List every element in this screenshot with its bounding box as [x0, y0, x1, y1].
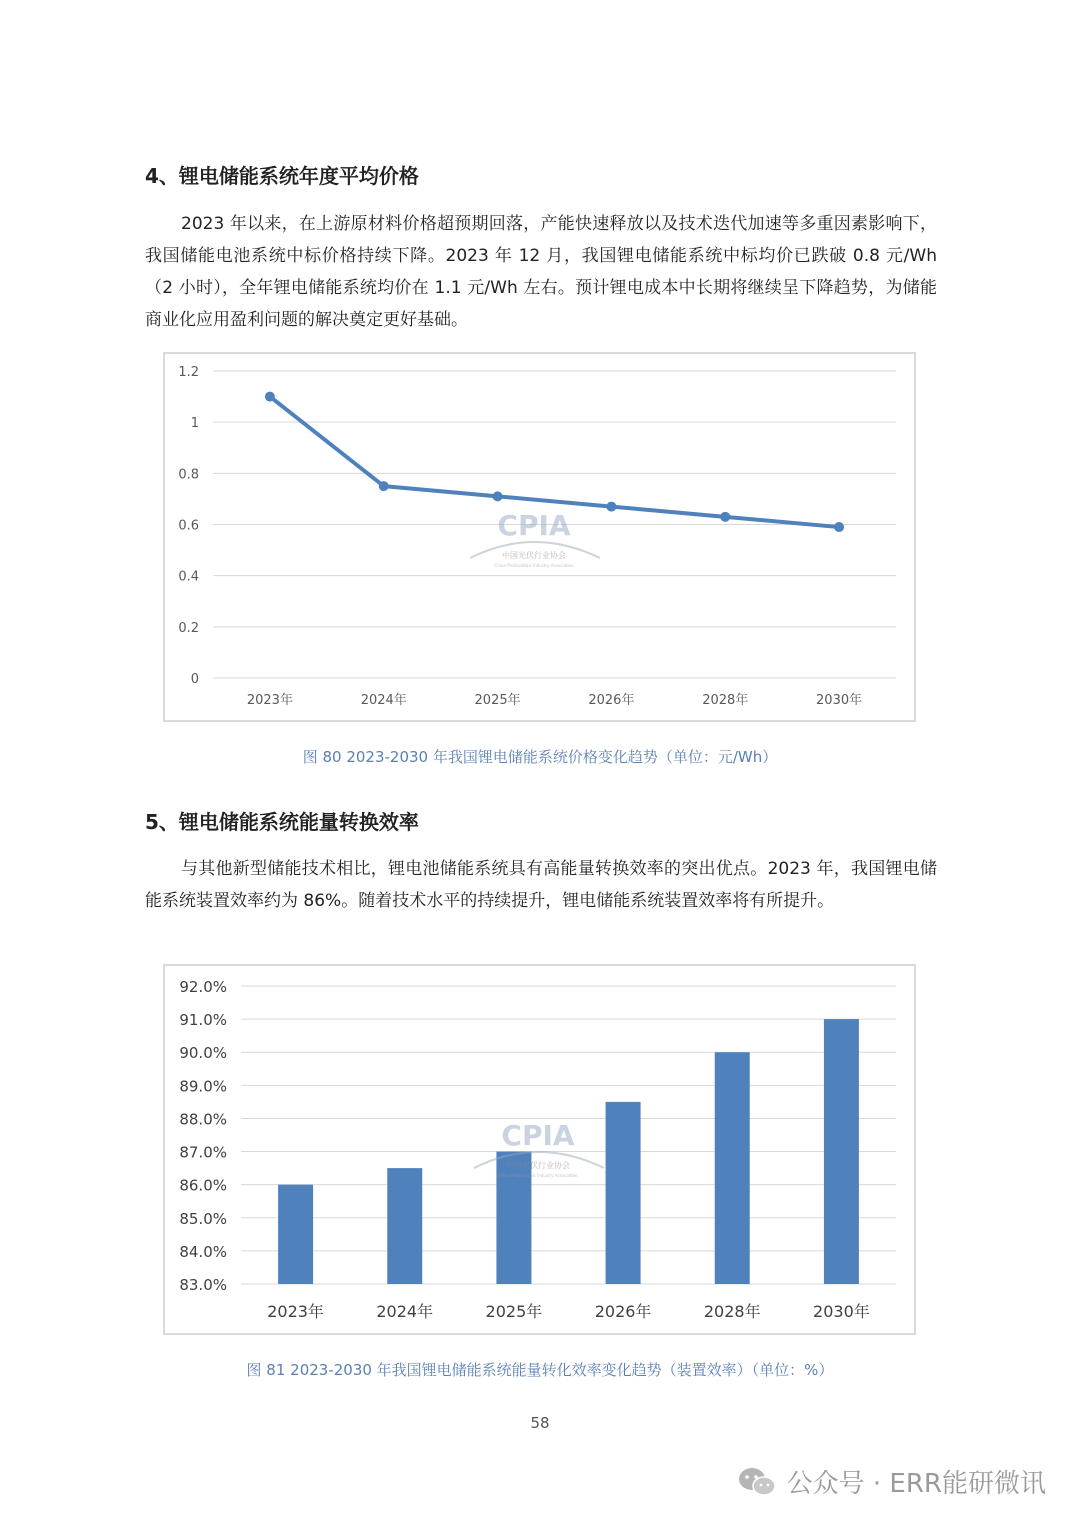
y-tick-label: 88.0%: [179, 1110, 227, 1129]
paragraph-efficiency: 与其他新型储能技术相比，锂电池储能系统具有高能量转换效率的突出优点。2023 年，我国锂电储能系统装置效率约为 86%。随着技术水平的持续提升，锂电储能系统装置效率将有所提升。: [145, 859, 937, 911]
watermark-logo: CPIA: [497, 509, 571, 542]
y-tick-label: 91.0%: [179, 1011, 227, 1030]
watermark-org-cn: 中国光伏行业协会: [506, 1161, 570, 1170]
bar: [606, 1102, 641, 1284]
x-tick-label: 2025年: [474, 693, 521, 708]
bar: [824, 1019, 859, 1284]
bar: [715, 1052, 750, 1284]
y-tick-label: 0.4: [178, 569, 199, 585]
price-line-chart-plot: [165, 354, 918, 724]
x-tick-label: 2025年: [485, 1302, 543, 1321]
watermark-org-en: China Photovoltaic Industry Association: [498, 1173, 578, 1178]
data-point: [834, 522, 844, 532]
y-tick-label: 90.0%: [179, 1044, 227, 1063]
data-point: [606, 502, 616, 512]
y-tick-label: 0.8: [178, 467, 199, 483]
data-point: [379, 481, 389, 491]
data-point: [265, 392, 275, 402]
figure-caption-80: 图 80 2023-2030 年我国锂电储能系统价格变化趋势（单位：元/Wh）: [302, 748, 778, 766]
efficiency-bar-chart-plot: [165, 966, 918, 1337]
series-line: [270, 397, 839, 527]
y-tick-label: 84.0%: [179, 1242, 227, 1261]
x-tick-label: 2030年: [816, 693, 863, 708]
figure-caption-81: 图 81 2023-2030 年我国锂电储能系统能量转化效率变化趋势（装置效率）（单位：%）: [246, 1361, 834, 1379]
y-tick-label: 89.0%: [179, 1077, 227, 1096]
footer-account: [737, 1463, 1046, 1500]
page-number: 58: [530, 1414, 550, 1432]
y-tick-label: 1: [190, 416, 199, 432]
x-tick-label: 2028年: [703, 1302, 761, 1321]
watermark-logo: CPIA: [501, 1119, 575, 1152]
section-heading-price: 4、锂电储能系统年度平均价格: [145, 164, 419, 188]
section-heading-efficiency: 5、锂电储能系统能量转换效率: [145, 810, 419, 834]
watermark-org-cn: 中国光伏行业协会: [502, 551, 566, 560]
x-tick-label: 2023年: [267, 1302, 324, 1321]
x-tick-label: 2028年: [702, 693, 749, 708]
x-tick-label: 2024年: [376, 1302, 434, 1321]
y-tick-label: 85.0%: [179, 1209, 227, 1228]
y-tick-label: 0.6: [178, 518, 199, 534]
y-tick-label: 0.2: [178, 620, 199, 636]
x-tick-label: 2026年: [588, 693, 635, 708]
price-line-chart: [163, 352, 916, 722]
y-tick-label: 0: [190, 672, 199, 687]
y-tick-label: 92.0%: [179, 978, 227, 996]
wechat-icon: [737, 1466, 777, 1498]
bar: [387, 1168, 422, 1284]
y-tick-label: 86.0%: [179, 1176, 227, 1195]
bar: [278, 1185, 313, 1284]
x-tick-label: 2030年: [813, 1302, 870, 1321]
x-tick-label: 2023年: [246, 693, 293, 708]
x-tick-label: 2026年: [594, 1302, 652, 1321]
paragraph-price: 2023 年以来，在上游原材料价格超预期回落，产能快速释放以及技术迭代加速等多重因素影响下，我国储能电池系统中标价格持续下降。2023 年 12 月，我国锂电储能系统中标均价已跌破 0.8 元/Wh（2 小时），全年锂电储能系统均价在 1.1 元/Wh 左右。预计锂电成本中长期将继续呈下降趋势，为储能商业化应用盈利问题的解决奠定更好基础。: [145, 214, 937, 330]
y-tick-label: 87.0%: [179, 1143, 227, 1162]
bar: [496, 1152, 531, 1284]
y-tick-label: 83.0%: [179, 1276, 227, 1294]
watermark-org-en: China Photovoltaic Industry Association: [494, 563, 574, 568]
footer-account-text: 公众号 · ERR能研微讯: [786, 1469, 1046, 1499]
data-point: [720, 512, 730, 522]
efficiency-bar-chart: [163, 964, 916, 1335]
x-tick-label: 2024年: [360, 693, 407, 708]
data-point: [493, 491, 503, 501]
y-tick-label: 1.2: [178, 365, 199, 380]
